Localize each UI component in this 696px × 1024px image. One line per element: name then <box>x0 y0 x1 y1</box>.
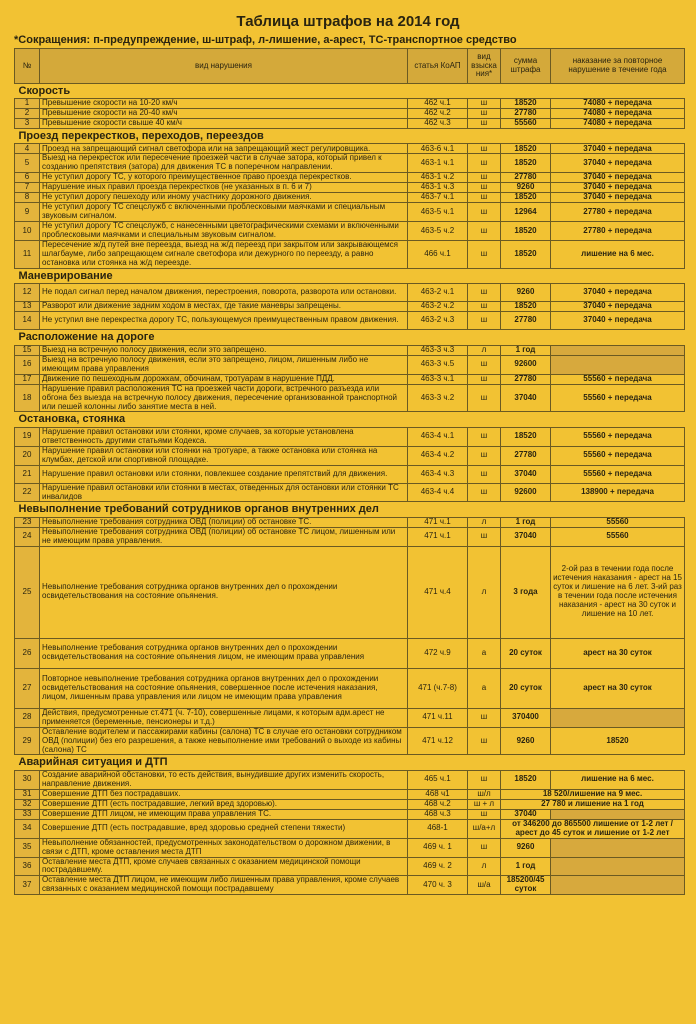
fine-and-repeat-merged: от 346200 до 865500 лишение от 1-2 лет / арест до 45 суток и лишение от 1-2 лет <box>501 819 685 838</box>
penalty-type: ш <box>468 427 501 446</box>
violation-text: Не подал сигнал перед началом движения, перестроения, поворота, разворота или остановки. <box>40 284 408 302</box>
repeat-penalty: 37040 + передача <box>551 173 685 183</box>
article-cell: 462 ч.2 <box>408 109 468 119</box>
row-number: 13 <box>15 302 40 312</box>
section-header <box>15 269 685 284</box>
penalty-type: ш <box>468 99 501 109</box>
fine-amount: 18520 <box>501 302 551 312</box>
row-number: 25 <box>15 546 40 638</box>
violation-text: Пересечение ж/д путей вне переезда, выезд на ж/д переезд при закрытом или закрывающемся шлагбауме, либо запрещающем сигнале светофора или дежурного по переезду, а равно остановка или стоянка на ж/д переезде. <box>40 241 408 269</box>
row-number: 11 <box>15 241 40 269</box>
section-header <box>15 330 685 345</box>
violation-text: Совершение ДТП без пострадавших. <box>40 789 408 799</box>
article-cell: 463-1 ч.3 <box>408 183 468 193</box>
penalty-type: ш <box>468 384 501 412</box>
fine-amount: 9260 <box>501 838 551 857</box>
section-header <box>15 502 685 517</box>
row-number: 29 <box>15 727 40 755</box>
row-number: 9 <box>15 203 40 222</box>
fine-amount: 18520 <box>501 99 551 109</box>
violation-text: Невыполнение требования сотрудника органов внутренних дел о прохождении освидетельствования на состояние опьянения лицом, не имеющим права управления <box>40 638 408 668</box>
repeat-penalty: 55560 + передача <box>551 374 685 384</box>
table-row <box>15 483 685 502</box>
row-number: 31 <box>15 789 40 799</box>
repeat-penalty: 55560 + передача <box>551 446 685 465</box>
article-cell: 463-1 ч.2 <box>408 173 468 183</box>
repeat-penalty: 74080 + передача <box>551 119 685 129</box>
fine-amount: 92600 <box>501 355 551 374</box>
fine-amount: 3 года <box>501 546 551 638</box>
violation-text: Совершение ДТП лицом, не имеющим права управления ТС. <box>40 809 408 819</box>
penalty-type: ш <box>468 374 501 384</box>
penalty-type: ш <box>468 119 501 129</box>
violation-text: Превышение скорости свыше 40 км/ч <box>40 119 408 129</box>
table-row <box>15 668 685 708</box>
violation-text: Выезд на встречную полосу движения, если это запрещено, лицом, лишенным либо не имеющим права управления <box>40 355 408 374</box>
repeat-penalty: арест на 30 суток <box>551 638 685 668</box>
table-row <box>15 109 685 119</box>
article-cell: 471 ч.1 <box>408 527 468 546</box>
section-header <box>15 412 685 427</box>
table-row <box>15 284 685 302</box>
penalty-type: ш <box>468 838 501 857</box>
section-header <box>15 755 685 770</box>
violation-text: Проезд на запрещающий сигнал светофора или на запрещающий жест регулировщика. <box>40 144 408 154</box>
row-number: 6 <box>15 173 40 183</box>
violation-text: Невыполнение обязанностей, предусмотренных законодательством о дорожном движении, в связи с ДТП, кроме оставления места ДТП <box>40 838 408 857</box>
article-cell: 468 ч.2 <box>408 799 468 809</box>
section-title: Проезд перекрестков, переходов, переездов <box>15 129 685 144</box>
table-row <box>15 638 685 668</box>
article-cell: 471 ч.4 <box>408 546 468 638</box>
repeat-penalty <box>551 355 685 374</box>
article-cell: 471 ч.11 <box>408 708 468 727</box>
repeat-penalty: 74080 + передача <box>551 109 685 119</box>
penalty-type: ш <box>468 222 501 241</box>
fine-amount: 370400 <box>501 708 551 727</box>
repeat-penalty: 27780 + передача <box>551 203 685 222</box>
table-row <box>15 173 685 183</box>
table-row <box>15 154 685 173</box>
article-cell: 462 ч.3 <box>408 119 468 129</box>
article-cell: 463-5 ч.2 <box>408 222 468 241</box>
section-header <box>15 129 685 144</box>
violation-text: Оставление места ДТП, кроме случаев связанных с оказанием медицинской помощи пострадавшему. <box>40 857 408 876</box>
fine-amount: 27780 <box>501 374 551 384</box>
repeat-penalty: арест на 30 суток <box>551 668 685 708</box>
violation-text: Не уступил дорогу ТС спецслужб, с нанесенными цветографическими схемами и включенными проблесковыми маячками и специальным звуковым сигналом. <box>40 222 408 241</box>
table-row <box>15 312 685 330</box>
section-title: Остановка, стоянка <box>15 412 685 427</box>
penalty-type: ш <box>468 312 501 330</box>
row-number: 21 <box>15 465 40 483</box>
penalty-type: ш/а+л <box>468 819 501 838</box>
row-number: 4 <box>15 144 40 154</box>
table-row <box>15 119 685 129</box>
repeat-penalty: лишение на 6 мес. <box>551 770 685 789</box>
penalty-type: ш <box>468 109 501 119</box>
penalty-type: ш <box>468 527 501 546</box>
row-number: 17 <box>15 374 40 384</box>
fine-amount: 37040 <box>501 809 551 819</box>
fines-body <box>15 84 685 895</box>
row-number: 28 <box>15 708 40 727</box>
row-number: 22 <box>15 483 40 502</box>
header-violation: вид нарушения <box>40 49 408 84</box>
repeat-penalty <box>551 857 685 876</box>
penalty-type: л <box>468 546 501 638</box>
row-number: 7 <box>15 183 40 193</box>
fine-amount: 1 год <box>501 345 551 355</box>
table-row <box>15 345 685 355</box>
table-row <box>15 193 685 203</box>
fine-amount: 20 суток <box>501 668 551 708</box>
table-row <box>15 876 685 895</box>
penalty-type: ш <box>468 770 501 789</box>
penalty-type: ш <box>468 193 501 203</box>
repeat-penalty: 27780 + передача <box>551 222 685 241</box>
row-number: 37 <box>15 876 40 895</box>
section-title: Аварийная ситуация и ДТП <box>15 755 685 770</box>
header-type: вид взыска ния* <box>468 49 501 84</box>
violation-text: Превышение скорости на 10-20 км/ч <box>40 99 408 109</box>
table-row <box>15 241 685 269</box>
repeat-penalty <box>551 708 685 727</box>
table-row <box>15 302 685 312</box>
article-cell: 468 ч1 <box>408 789 468 799</box>
violation-text: Действия, предусмотренные ст.471 (ч. 7-10), совершенные лицами, к которым адм.арест не применяется (беременные, пенсионеры и т.д.) <box>40 708 408 727</box>
article-cell: 463-1 ч.1 <box>408 154 468 173</box>
table-row <box>15 144 685 154</box>
article-cell: 471 ч.12 <box>408 727 468 755</box>
repeat-penalty: 37040 + передача <box>551 154 685 173</box>
penalty-type: ш <box>468 144 501 154</box>
table-row <box>15 809 685 819</box>
penalty-type: ш <box>468 302 501 312</box>
repeat-penalty: 74080 + передача <box>551 99 685 109</box>
penalty-type: ш <box>468 284 501 302</box>
violation-text: Нарушение правил расположения ТС на проезжей части дороги, встречного разъезда или обгона без выезда на встречную полосу движения, пересечение организованной транспортной или пешей колонны либо занятие места в ней. <box>40 384 408 412</box>
article-cell: 463-2 ч.2 <box>408 302 468 312</box>
article-cell: 463-7 ч.1 <box>408 193 468 203</box>
table-row <box>15 789 685 799</box>
violation-text: Не уступил дорогу пешеходу или иному участнику дорожного движения. <box>40 193 408 203</box>
penalty-type: ш <box>468 241 501 269</box>
article-cell: 463-3 ч.1 <box>408 374 468 384</box>
section-header <box>15 84 685 99</box>
repeat-penalty <box>551 809 685 819</box>
fine-amount: 27780 <box>501 312 551 330</box>
fine-amount: 18520 <box>501 144 551 154</box>
repeat-penalty: 55560 <box>551 527 685 546</box>
repeat-penalty: 18520 <box>551 727 685 755</box>
violation-text: Невыполнение требования сотрудника ОВД (полиции) об остановке ТС. <box>40 517 408 527</box>
repeat-penalty <box>551 876 685 895</box>
article-cell: 463-3 ч.5 <box>408 355 468 374</box>
repeat-penalty: 55560 + передача <box>551 427 685 446</box>
row-number: 33 <box>15 809 40 819</box>
row-number: 12 <box>15 284 40 302</box>
violation-text: Совершение ДТП (есть пострадавшие, легкий вред здоровью). <box>40 799 408 809</box>
penalty-type: ш <box>468 355 501 374</box>
violation-text: Движение по пешеходным дорожкам, обочинам, тротуарам в нарушение ПДД. <box>40 374 408 384</box>
fine-and-repeat-merged: 27 780 и лишение на 1 год <box>501 799 685 809</box>
violation-text: Оставление места ДТП лицом, не имеющим либо лишенным права управления, кроме случаев связанных с оказанием медицинской помощи пострадавшему <box>40 876 408 895</box>
header-num: № <box>15 49 40 84</box>
fine-amount: 20 суток <box>501 638 551 668</box>
penalty-type: ш/л <box>468 789 501 799</box>
violation-text: Превышение скорости на 20-40 км/ч <box>40 109 408 119</box>
article-cell: 463-3 ч.2 <box>408 384 468 412</box>
article-cell: 469 ч. 1 <box>408 838 468 857</box>
article-cell: 463-4 ч.3 <box>408 465 468 483</box>
article-cell: 468-1 <box>408 819 468 838</box>
repeat-penalty: 37040 + передача <box>551 312 685 330</box>
repeat-penalty: 2-ой раз в течении года после истечения наказания - арест на 15 суток и лишение на 6 лет. 3-ий раз в течении года после истечения наказания - арест на 30 суток и лишение на 10 лет. <box>551 546 685 638</box>
table-row <box>15 546 685 638</box>
violation-text: Нарушение правил остановки или стоянки, кроме случаев, за которые установлена ответственность другими статьями Кодекса. <box>40 427 408 446</box>
fine-amount: 27780 <box>501 446 551 465</box>
table-row <box>15 838 685 857</box>
section-title: Скорость <box>15 84 685 99</box>
penalty-type: ш/а <box>468 876 501 895</box>
table-row <box>15 517 685 527</box>
penalty-type: ш <box>468 173 501 183</box>
table-row <box>15 819 685 838</box>
fine-amount: 18520 <box>501 241 551 269</box>
row-number: 1 <box>15 99 40 109</box>
row-number: 26 <box>15 638 40 668</box>
table-row <box>15 203 685 222</box>
table-row <box>15 799 685 809</box>
table-row <box>15 446 685 465</box>
table-row <box>15 465 685 483</box>
row-number: 36 <box>15 857 40 876</box>
violation-text: Нарушение правил остановки или стоянки в местах, отведенных для остановки или стоянки ТС инвалидов <box>40 483 408 502</box>
article-cell: 463-2 ч.3 <box>408 312 468 330</box>
penalty-type: а <box>468 668 501 708</box>
penalty-type: ш <box>468 809 501 819</box>
row-number: 34 <box>15 819 40 838</box>
fine-amount: 55560 <box>501 119 551 129</box>
violation-text: Совершение ДТП (есть пострадавшие, вред здоровью средней степени тяжести) <box>40 819 408 838</box>
violation-text: Не уступил дорогу ТС, у которого преимущественное право проезда перекрестков. <box>40 173 408 183</box>
fines-table <box>14 48 685 895</box>
row-number: 5 <box>15 154 40 173</box>
page-title: Таблица штрафов на 2014 год <box>236 13 460 30</box>
penalty-type: ш <box>468 708 501 727</box>
row-number: 10 <box>15 222 40 241</box>
fine-amount: 9260 <box>501 183 551 193</box>
repeat-penalty: 37040 + передача <box>551 284 685 302</box>
article-cell: 463-4 ч.2 <box>408 446 468 465</box>
row-number: 15 <box>15 345 40 355</box>
article-cell: 463-4 ч.4 <box>408 483 468 502</box>
row-number: 30 <box>15 770 40 789</box>
article-cell: 463-4 ч.1 <box>408 427 468 446</box>
repeat-penalty: 37040 + передача <box>551 144 685 154</box>
repeat-penalty: 37040 + передача <box>551 183 685 193</box>
table-row <box>15 727 685 755</box>
section-title: Расположение на дороге <box>15 330 685 345</box>
row-number: 14 <box>15 312 40 330</box>
section-title: Маневрирование <box>15 269 685 284</box>
article-cell: 468 ч.3 <box>408 809 468 819</box>
violation-text: Нарушение иных правил проезда перекрестков (не указанных в п. 6 и 7) <box>40 183 408 193</box>
article-cell: 463-3 ч.3 <box>408 345 468 355</box>
section-title: Невыполнение требований сотрудников органов внутренних дел <box>15 502 685 517</box>
repeat-penalty <box>551 345 685 355</box>
penalty-type: ш <box>468 446 501 465</box>
violation-text: Невыполнение требования сотрудника ОВД (полиции) об остановке ТС лицом, лишенным или не имеющим права управления. <box>40 527 408 546</box>
table-row <box>15 857 685 876</box>
violation-text: Создание аварийной обстановки, то есть действия, вынудившие других изменить скорость, направление движения. <box>40 770 408 789</box>
fine-amount: 37040 <box>501 527 551 546</box>
fine-amount: 18520 <box>501 154 551 173</box>
fine-amount: 18520 <box>501 770 551 789</box>
table-header-row <box>15 49 685 84</box>
fine-amount: 37040 <box>501 384 551 412</box>
violation-text: Нарушение правил остановки или стоянки, повлекшее создание препятствий для движения. <box>40 465 408 483</box>
table-row <box>15 708 685 727</box>
penalty-type: л <box>468 345 501 355</box>
row-number: 20 <box>15 446 40 465</box>
repeat-penalty: 37040 + передача <box>551 302 685 312</box>
penalty-type: ш <box>468 154 501 173</box>
table-row <box>15 374 685 384</box>
penalty-type: ш <box>468 483 501 502</box>
fine-amount: 37040 <box>501 465 551 483</box>
fine-amount: 9260 <box>501 727 551 755</box>
repeat-penalty: 55560 + передача <box>551 465 685 483</box>
violation-text: Выезд на встречную полосу движения, если это запрещено. <box>40 345 408 355</box>
fine-amount: 27780 <box>501 109 551 119</box>
table-row <box>15 355 685 374</box>
table-row <box>15 99 685 109</box>
fine-amount: 18520 <box>501 193 551 203</box>
abbreviations-note: *Сокращения: п-предупреждение, ш-штраф, л-лишение, а-арест, ТС-транспортное средство <box>14 34 517 46</box>
fine-and-repeat-merged: 18 520/лишение на 9 мес. <box>501 789 685 799</box>
table-row <box>15 183 685 193</box>
article-cell: 462 ч.1 <box>408 99 468 109</box>
fine-amount: 18520 <box>501 222 551 241</box>
violation-text: Невыполнение требования сотрудника органов внутренних дел о прохождении освидетельствования на состояние опьянения. <box>40 546 408 638</box>
penalty-type: л <box>468 517 501 527</box>
repeat-penalty: 55560 + передача <box>551 384 685 412</box>
fine-amount: 1 год <box>501 517 551 527</box>
table-row <box>15 427 685 446</box>
header-sum: сумма штрафа <box>501 49 551 84</box>
article-cell: 463-6 ч.1 <box>408 144 468 154</box>
row-number: 32 <box>15 799 40 809</box>
row-number: 8 <box>15 193 40 203</box>
penalty-type: ш <box>468 203 501 222</box>
repeat-penalty: 55560 <box>551 517 685 527</box>
violation-text: Оставление водителем и пассажирами кабины (салона) ТС в случае его остановки сотрудником ОВД (полиции) без его разрешения, а также невыполнение ими требований о выходе из кабины (салона) ТС <box>40 727 408 755</box>
repeat-penalty: 138900 + передача <box>551 483 685 502</box>
row-number: 3 <box>15 119 40 129</box>
fine-amount: 9260 <box>501 284 551 302</box>
row-number: 18 <box>15 384 40 412</box>
row-number: 2 <box>15 109 40 119</box>
article-cell: 466 ч.1 <box>408 241 468 269</box>
header-repeat: наказание за повторное нарушение в течение года <box>551 49 685 84</box>
penalty-type: ш <box>468 465 501 483</box>
violation-text: Разворот или движение задним ходом в местах, где такие маневры запрещены. <box>40 302 408 312</box>
penalty-type: л <box>468 857 501 876</box>
row-number: 19 <box>15 427 40 446</box>
violation-text: Не уступил вне перекрестка дорогу ТС, пользующемуся преимущественным правом движения. <box>40 312 408 330</box>
table-row <box>15 384 685 412</box>
article-cell: 471 (ч.7-8) <box>408 668 468 708</box>
article-cell: 472 ч.9 <box>408 638 468 668</box>
repeat-penalty <box>551 838 685 857</box>
fine-amount: 185200/45 суток <box>501 876 551 895</box>
row-number: 27 <box>15 668 40 708</box>
header-article: статья КоАП <box>408 49 468 84</box>
table-row <box>15 527 685 546</box>
article-cell: 470 ч. 3 <box>408 876 468 895</box>
table-row <box>15 222 685 241</box>
row-number: 35 <box>15 838 40 857</box>
article-cell: 469 ч. 2 <box>408 857 468 876</box>
penalty-type: ш <box>468 727 501 755</box>
violation-text: Нарушение правил остановки или стоянки на тротуаре, а также остановка или стоянка на клумбах, детской или спортивной площадке. <box>40 446 408 465</box>
repeat-penalty: 37040 + передача <box>551 193 685 203</box>
fine-amount: 92600 <box>501 483 551 502</box>
penalty-type: ш <box>468 183 501 193</box>
article-cell: 463-2 ч.1 <box>408 284 468 302</box>
fine-amount: 1 год <box>501 857 551 876</box>
article-cell: 465 ч.1 <box>408 770 468 789</box>
fine-amount: 18520 <box>501 427 551 446</box>
fine-amount: 12964 <box>501 203 551 222</box>
violation-text: Повторное невыполнение требования сотрудника органов внутренних дел о прохождении освидетельствования на состояние опьянения, совершенное после истечения наказания, лицом, лишенным права управления или лицом не имеющим права управления <box>40 668 408 708</box>
penalty-type: а <box>468 638 501 668</box>
row-number: 16 <box>15 355 40 374</box>
row-number: 24 <box>15 527 40 546</box>
repeat-penalty: лишение на 6 мес. <box>551 241 685 269</box>
table-row <box>15 770 685 789</box>
fine-amount: 27780 <box>501 173 551 183</box>
article-cell: 463-5 ч.1 <box>408 203 468 222</box>
penalty-type: ш + л <box>468 799 501 809</box>
article-cell: 471 ч.1 <box>408 517 468 527</box>
violation-text: Выезд на перекресток или пересечение проезжей части в случае затора, который привел к созданию препятствия (затора) для движения ТС в поперечном направлении. <box>40 154 408 173</box>
row-number: 23 <box>15 517 40 527</box>
violation-text: Не уступил дорогу ТС спецслужб с включенными проблесковыми маячками и специальным звуковым сигналом. <box>40 203 408 222</box>
